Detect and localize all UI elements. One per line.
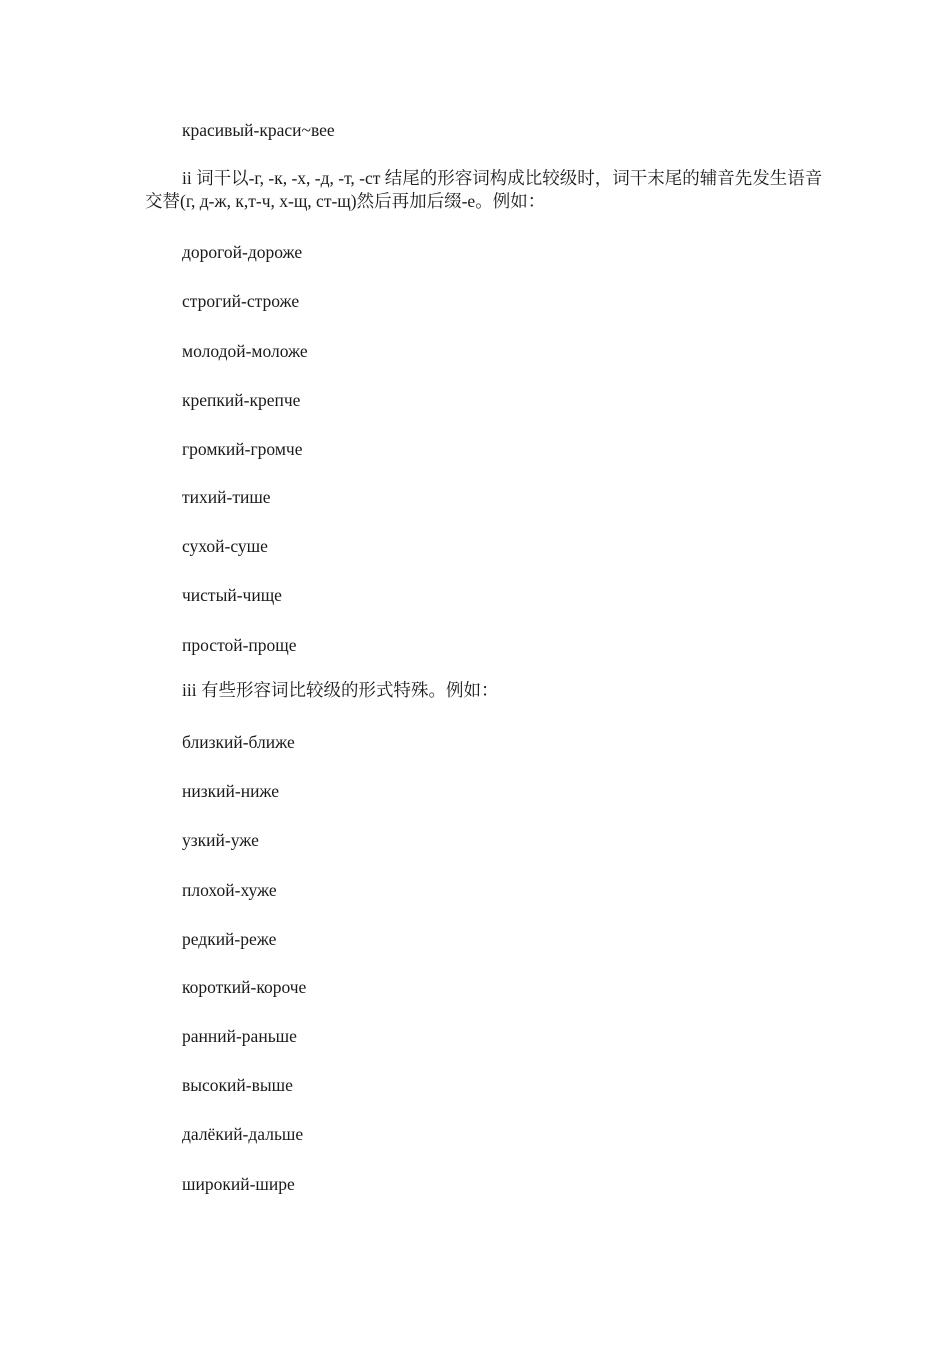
rule-ii-paragraph: ii 词干以-г, -к, -х, -д, -т, -ст 结尾的形容词构成比较级时，词干末尾的辅音先发生语音交替(г, д-ж, к,т-ч, х-щ, ст-щ)然后再加后缀-е。例如： <box>145 168 823 211</box>
example-line: низкий-ниже <box>182 781 280 801</box>
example-line: строгий-строже <box>182 291 300 311</box>
example-line: чистый-чище <box>182 585 282 605</box>
example-line: громкий-громче <box>182 439 303 459</box>
example-line: красивый-краси~вее <box>182 120 335 140</box>
example-line: редкий-реже <box>182 929 277 949</box>
example-line: близкий-ближе <box>182 732 295 752</box>
example-line: высокий-выше <box>182 1075 293 1095</box>
example-line: крепкий-крепче <box>182 390 301 410</box>
example-line: далёкий-дальше <box>182 1124 304 1144</box>
example-line: сухой-суше <box>182 536 268 556</box>
example-line: ранний-раньше <box>182 1026 297 1046</box>
example-line: простой-проще <box>182 635 297 655</box>
example-line: узкий-уже <box>182 830 259 850</box>
example-line: широкий-шире <box>182 1174 295 1194</box>
example-line: дорогой-дороже <box>182 242 303 262</box>
example-line: молодой-моложе <box>182 341 308 361</box>
rule-iii-heading: iii 有些形容词比较级的形式特殊。例如： <box>182 680 499 700</box>
example-line: плохой-хуже <box>182 880 277 900</box>
example-line: короткий-короче <box>182 977 307 997</box>
example-line: тихий-тише <box>182 487 271 507</box>
